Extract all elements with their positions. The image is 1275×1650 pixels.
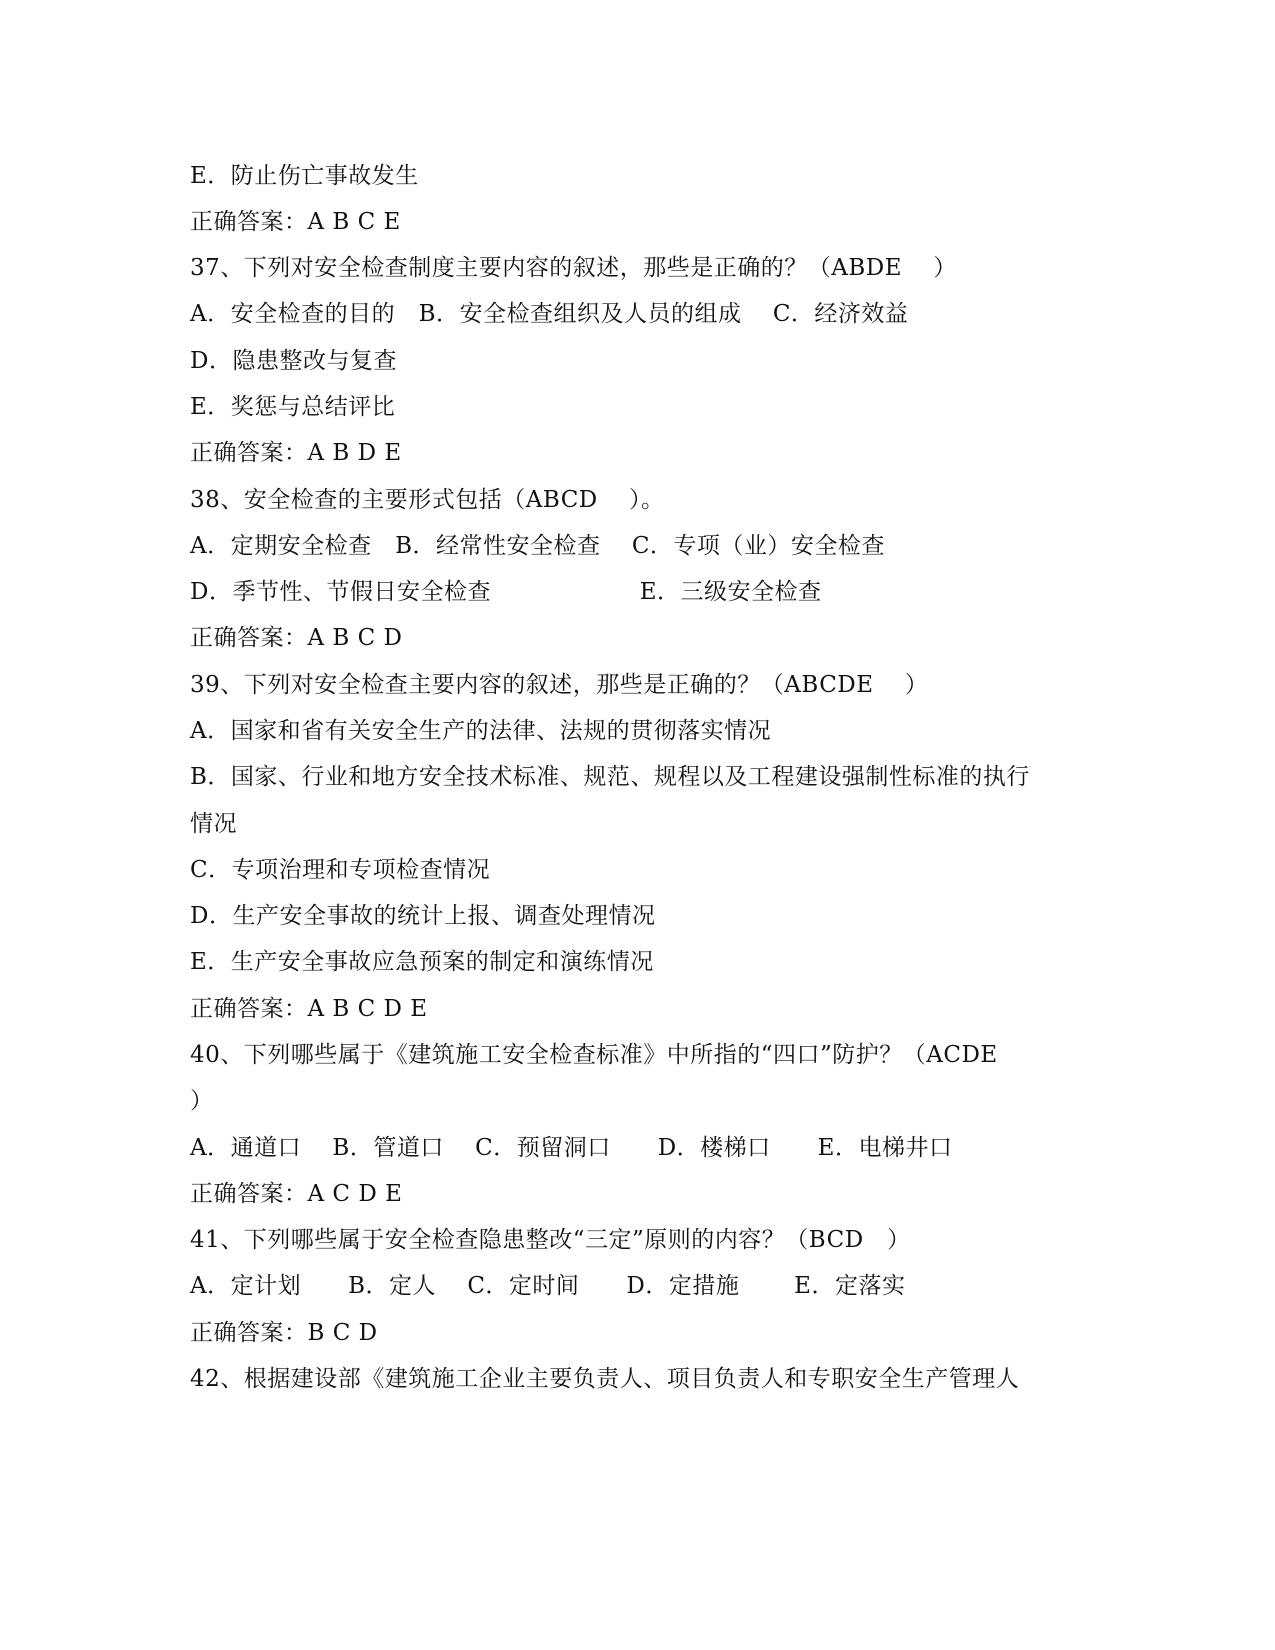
option-e-q39: E．生产安全事故应急预案的制定和演练情况 (190, 949, 654, 975)
option-b-q39-cont: 情况 (190, 811, 237, 837)
option-e-q37: E．奖惩与总结评比 (190, 394, 396, 420)
question-39: 39、下列对安全检查主要内容的叙述，那些是正确的？（ABCDE ） (190, 672, 929, 698)
option-b-q39: B．国家、行业和地方安全技术标准、规范、规程以及工程建设强制性标准的执行 (190, 764, 1030, 790)
question-40-cont: ） (190, 1088, 214, 1114)
options-q40: A．通道口 B．管道口 C．预留洞口 D．楼梯口 E．电梯井口 (190, 1135, 953, 1161)
options-de-q38: D．季节性、节假日安全检查 E．三级安全检查 (190, 579, 822, 605)
answer-q37: 正确答案：A B D E (190, 440, 402, 466)
option-c-q39: C．专项治理和专项检查情况 (190, 857, 491, 883)
option-a-q39: A．国家和省有关安全生产的法律、法规的贯彻落实情况 (190, 718, 772, 744)
question-41: 41、下列哪些属于安全检查隐患整改“三定”原则的内容？（BCD ） (190, 1227, 911, 1253)
answer-q41: 正确答案：B C D (190, 1320, 378, 1346)
question-42: 42、根据建设部《建筑施工企业主要负责人、项目负责人和专职安全生产管理人 (190, 1366, 1020, 1392)
options-abc-q37: A．安全检查的目的 B．安全检查组织及人员的组成 C．经济效益 (190, 301, 909, 327)
option-e-q36: E．防止伤亡事故发生 (190, 163, 419, 189)
answer-q40: 正确答案：A C D E (190, 1181, 403, 1207)
question-40: 40、下列哪些属于《建筑施工安全检查标准》中所指的“四口”防护？（ACDE (190, 1042, 998, 1068)
question-38: 38、安全检查的主要形式包括（ABCD ）。 (190, 487, 665, 513)
option-d-q37: D．隐患整改与复查 (190, 348, 397, 374)
options-abc-q38: A．定期安全检查 B．经常性安全检查 C．专项（业）安全检查 (190, 533, 885, 559)
answer-q36: 正确答案：A B C E (190, 209, 401, 235)
option-d-q39: D．生产安全事故的统计上报、调查处理情况 (190, 903, 656, 929)
question-37: 37、下列对安全检查制度主要内容的叙述，那些是正确的？（ABDE ） (190, 255, 957, 281)
options-q41: A．定计划 B．定人 C．定时间 D．定措施 E．定落实 (190, 1273, 906, 1299)
answer-q39: 正确答案：A B C D E (190, 996, 428, 1022)
answer-q38: 正确答案：A B C D (190, 625, 403, 651)
